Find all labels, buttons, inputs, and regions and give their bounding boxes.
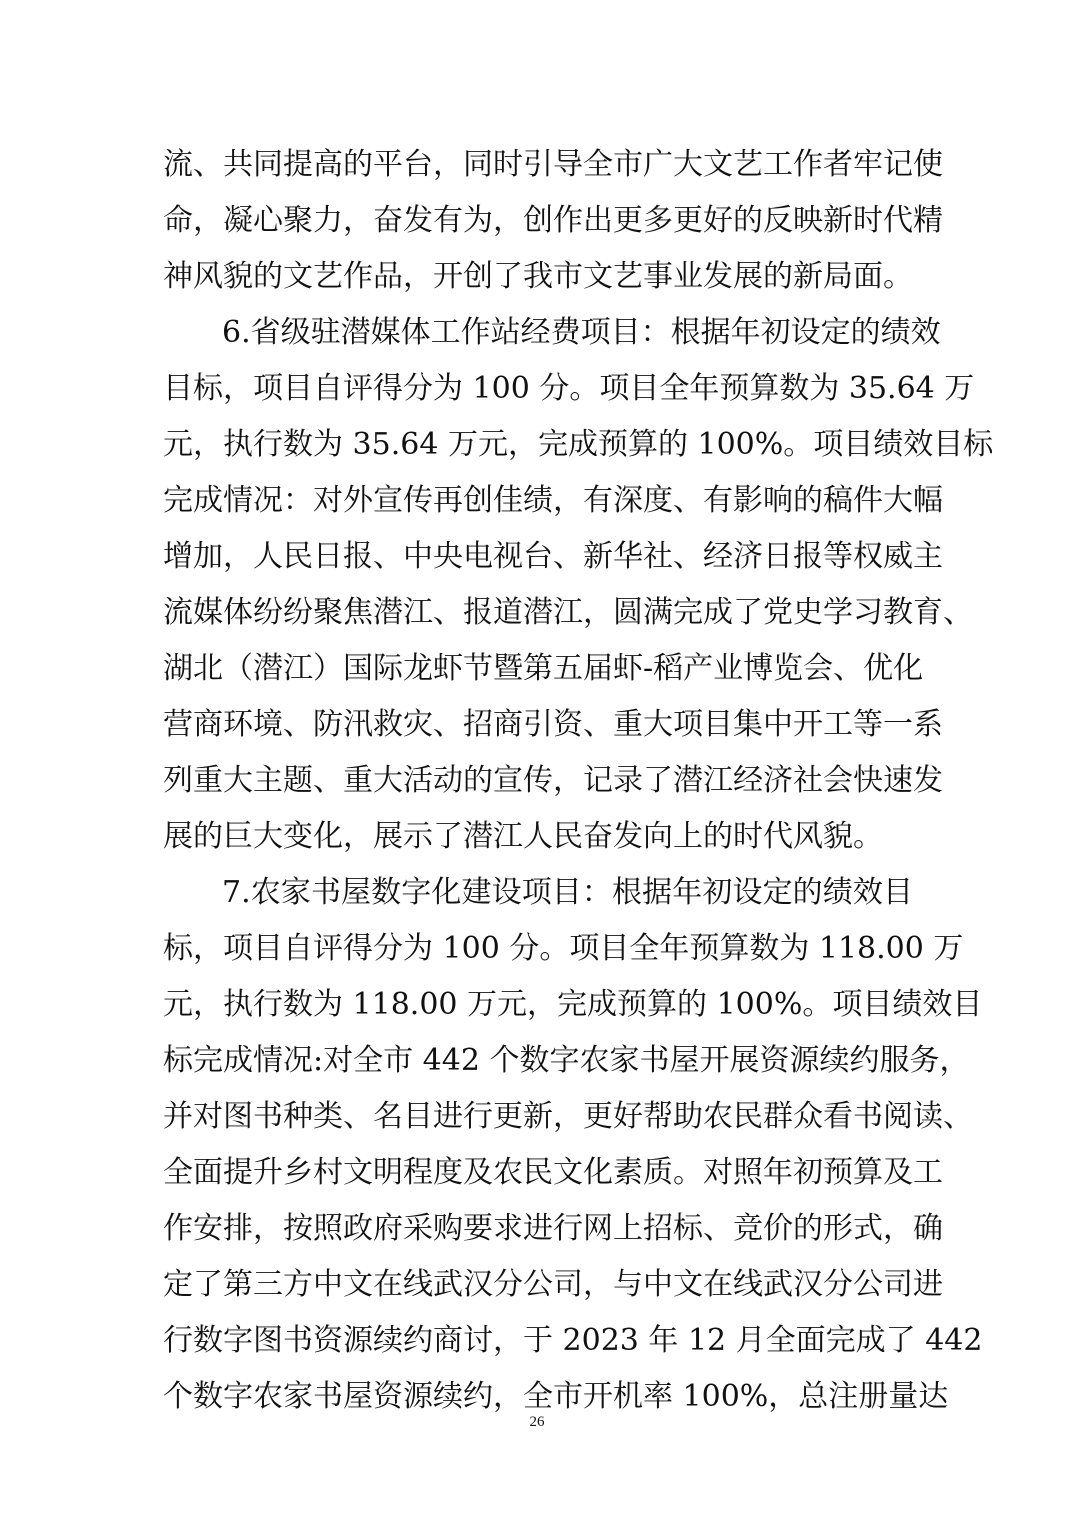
- text-line: 目标，项目自评得分为 100 分。项目全年预算数为 35.64 万: [163, 371, 975, 406]
- text-line: 全面提升乡村文明程度及农民文化素质。对照年初预算及工: [163, 1155, 943, 1190]
- text-line: 完成情况：对外宣传再创佳绩，有深度、有影响的稿件大幅: [163, 483, 943, 518]
- text-line: 标，项目自评得分为 100 分。项目全年预算数为 118.00 万: [163, 931, 964, 966]
- text-line: 神风貌的文艺作品，开创了我市文艺事业发展的新局面。: [163, 259, 913, 294]
- text-line: 命，凝心聚力，奋发有为，创作出更多更好的反映新时代精: [163, 203, 943, 238]
- text-line: 流媒体纷纷聚焦潜江、报道潜江，圆满完成了党史学习教育、: [163, 595, 973, 630]
- paragraph-7-heading-line: 7.农家书屋数字化建设项目：根据年初设定的绩效目: [222, 875, 913, 910]
- text-line: 标完成情况:对全市 442 个数字农家书屋开展资源续约服务，: [163, 1043, 970, 1078]
- text-line: 元，执行数为 35.64 万元，完成预算的 100%。项目绩效目标: [163, 427, 994, 462]
- text-line: 展的巨大变化，展示了潜江人民奋发向上的时代风貌。: [163, 819, 883, 854]
- text-line: 流、共同提高的平台，同时引导全市广大文艺工作者牢记使: [163, 147, 943, 182]
- text-line: 定了第三方中文在线武汉分公司，与中文在线武汉分公司进: [163, 1267, 943, 1302]
- text-line: 湖北（潜江）国际龙虾节暨第五届虾-稻产业博览会、优化: [163, 651, 924, 686]
- page-number: 26: [529, 1414, 545, 1430]
- paragraph-6-heading-line: 6.省级驻潜媒体工作站经费项目：根据年初设定的绩效: [222, 315, 941, 350]
- text-line: 行数字图书资源续约商讨，于 2023 年 12 月全面完成了 442: [163, 1323, 983, 1358]
- text-line: 营商环境、防汛救灾、招商引资、重大项目集中开工等一系: [163, 707, 943, 742]
- text-line: 并对图书种类、名目进行更新，更好帮助农民群众看书阅读、: [163, 1099, 973, 1134]
- text-line: 作安排，按照政府采购要求进行网上招标、竞价的形式，确: [163, 1211, 943, 1246]
- text-line: 列重大主题、重大活动的宣传，记录了潜江经济社会快速发: [163, 763, 943, 798]
- text-line: 元，执行数为 118.00 万元，完成预算的 100%。项目绩效目: [163, 987, 983, 1022]
- text-line: 增加，人民日报、中央电视台、新华社、经济日报等权威主: [163, 539, 943, 574]
- text-line: 个数字农家书屋资源续约，全市开机率 100%，总注册量达: [163, 1379, 949, 1414]
